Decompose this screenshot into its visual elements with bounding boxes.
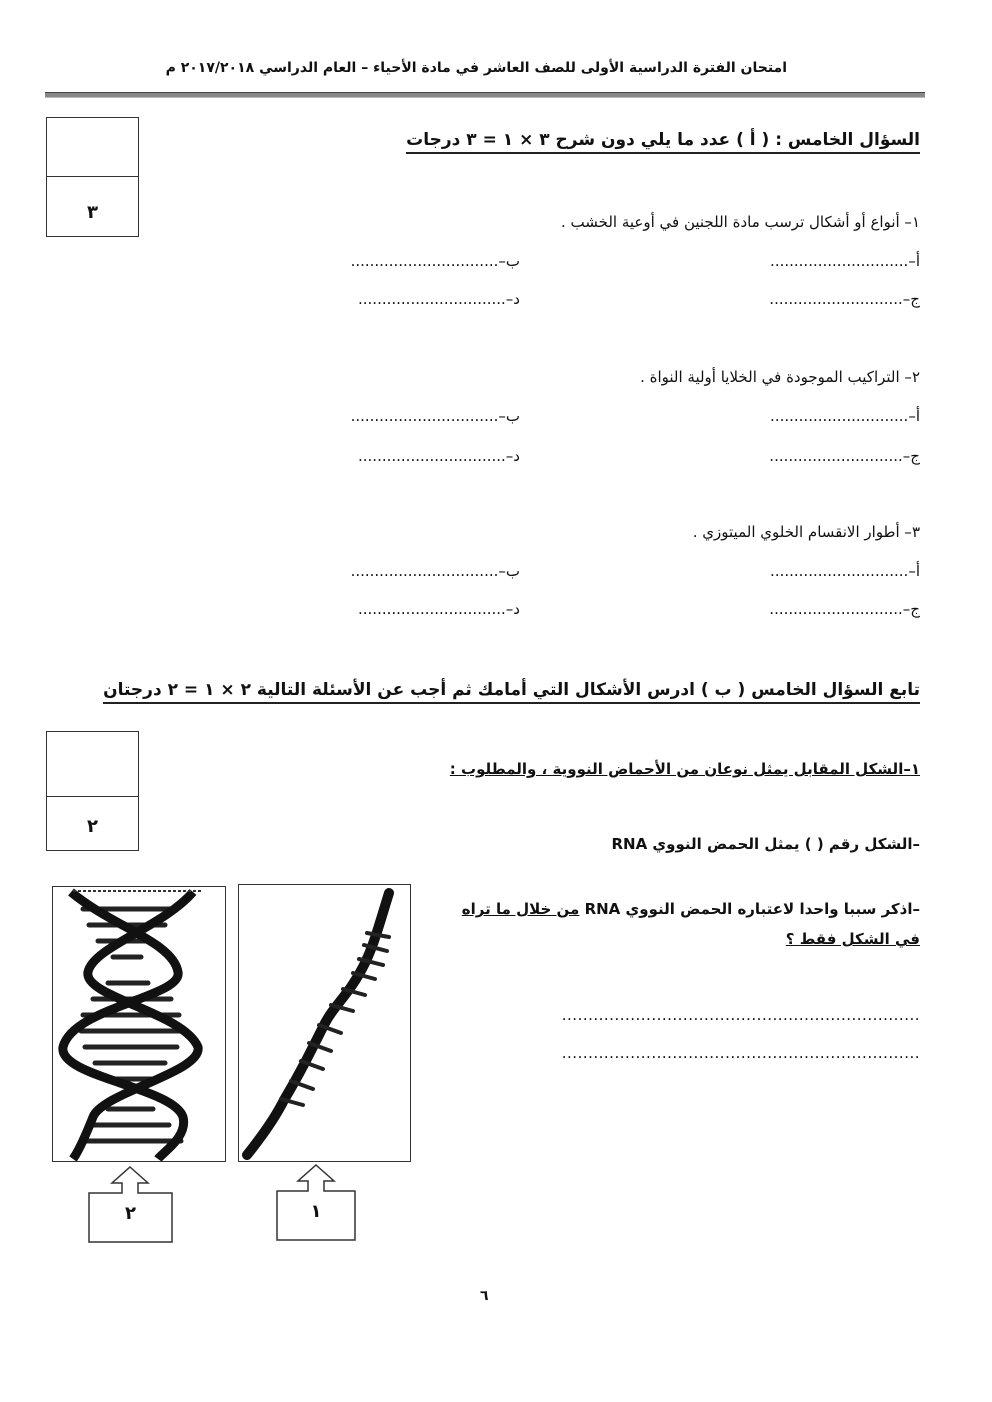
question-b3-line1 bbox=[462, 900, 920, 918]
question-a2: ٢– التراكيب الموجودة في الخلايا أولية النواة . bbox=[640, 368, 920, 386]
figure-label-box-1 bbox=[276, 1163, 356, 1241]
answer-blank-a2-b[interactable]: ب–............................... bbox=[350, 407, 520, 425]
dna-double-helix-illustration bbox=[53, 887, 225, 1161]
score-box-divider bbox=[47, 176, 138, 177]
answer-line-b1[interactable]: .................................................................... bbox=[561, 1006, 920, 1024]
answer-blank-a3-c[interactable]: ج–............................ bbox=[769, 600, 920, 618]
answer-blank-a3-d[interactable]: د–............................... bbox=[358, 600, 520, 618]
figure-label-box-2 bbox=[88, 1165, 173, 1243]
answer-blank-a1-d[interactable]: د–............................... bbox=[358, 290, 520, 308]
figure-label-1: ١ bbox=[310, 1201, 322, 1222]
page-number: ٦ bbox=[480, 1288, 489, 1304]
question-a3: ٣– أطوار الانقسام الخلوي الميتوزي . bbox=[692, 523, 920, 541]
answer-blank-a1-b[interactable]: ب–............................... bbox=[350, 252, 520, 270]
figure-rna-box bbox=[238, 884, 411, 1162]
score-box-divider bbox=[47, 796, 138, 797]
question-b3-underlined: من خلال ما تراه bbox=[461, 900, 580, 918]
question-b3-line2: في الشكل فقط ؟ bbox=[785, 930, 920, 948]
answer-blank-a2-c[interactable]: ج–............................ bbox=[769, 447, 920, 465]
section-b-title: تابع السؤال الخامس ( ب ) ادرس الأشكال التي أمامك ثم أجب عن الأسئلة التالية ٢ × ١ = ٢ درجتان bbox=[103, 680, 920, 704]
header-divider bbox=[45, 92, 925, 98]
score-box-section-b bbox=[46, 731, 139, 851]
answer-blank-a2-a[interactable]: أ–............................. bbox=[770, 407, 920, 425]
exam-header-title: امتحان الفترة الدراسية الأولى للصف العاشر في مادة الأحياء – العام الدراسي ٢٠١٧/٢٠١٨ م bbox=[165, 60, 787, 76]
score-box-section-a bbox=[46, 117, 139, 237]
figure-label-2: ٢ bbox=[125, 1203, 136, 1224]
answer-blank-a1-c[interactable]: ج–............................ bbox=[769, 290, 920, 308]
question-b1: ١–الشكل المقابل يمثل نوعان من الأحماض النووية ، والمطلوب : bbox=[449, 760, 920, 778]
score-value-b: ٢ bbox=[87, 816, 98, 837]
answer-blank-a3-a[interactable]: أ–............................. bbox=[770, 562, 920, 580]
answer-blank-a3-b[interactable]: ب–............................... bbox=[350, 562, 520, 580]
figure-dna-box bbox=[52, 886, 226, 1162]
question-a1: ١– أنواع أو أشكال ترسب مادة اللجنين في أوعية الخشب . bbox=[560, 213, 920, 231]
rna-single-strand-illustration bbox=[239, 885, 410, 1161]
answer-line-b2[interactable]: .................................................................... bbox=[561, 1044, 920, 1062]
question-b2: –الشكل رقم ( ) يمثل الحمض النووي RNA bbox=[611, 835, 920, 853]
question-b3-text: –اذكر سببا واحدا لاعتباره الحمض النووي RNA bbox=[584, 900, 920, 918]
answer-blank-a1-a[interactable]: أ–............................. bbox=[770, 252, 920, 270]
score-value-a: ٣ bbox=[87, 202, 98, 223]
section-a-title: السؤال الخامس : ( أ ) عدد ما يلي دون شرح ٣ × ١ = ٣ درجات bbox=[406, 130, 920, 154]
answer-blank-a2-d[interactable]: د–............................... bbox=[358, 447, 520, 465]
